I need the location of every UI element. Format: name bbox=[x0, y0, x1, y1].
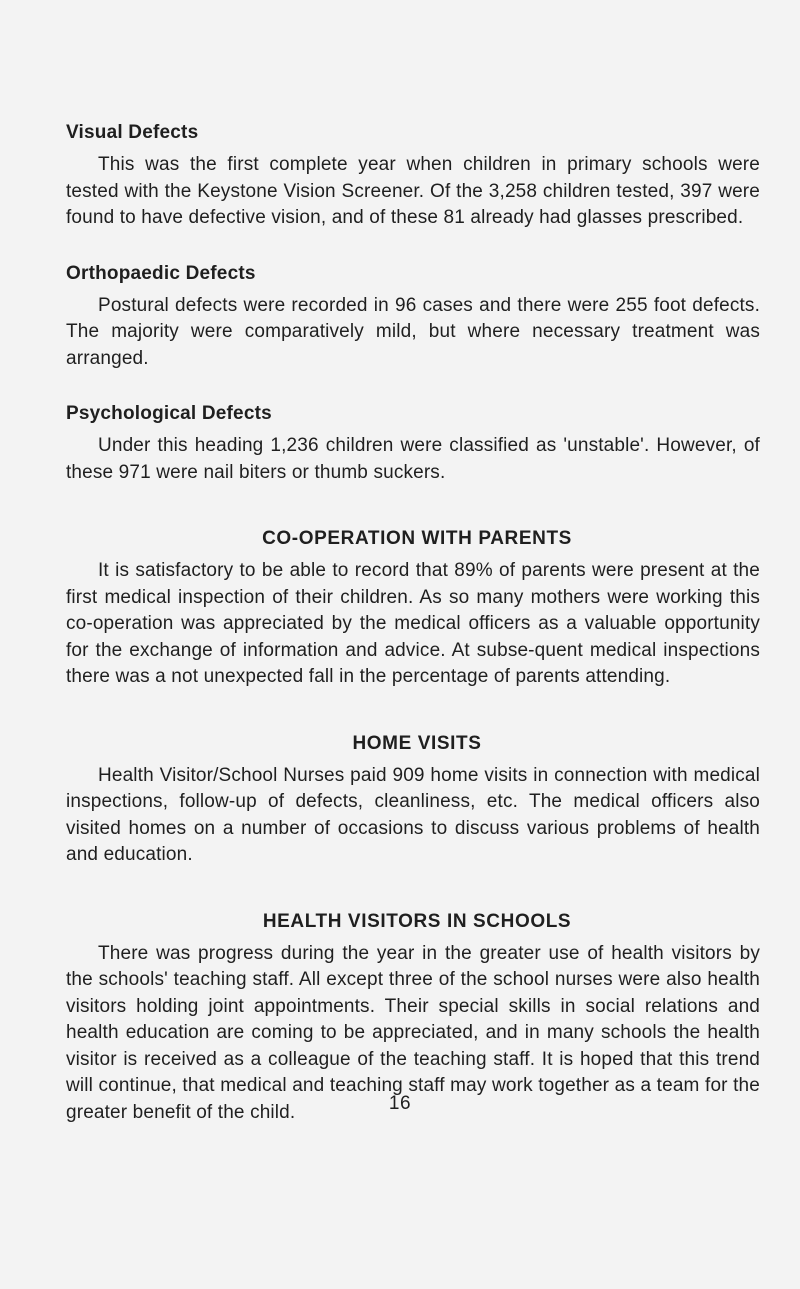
health-visitors-paragraph: There was progress during the year in the greater use of health visitors by the schools' teaching staff. All except three of the school nurses were also health visitors holding joint appointments. Their special skills in social relations and health education are coming to be appreciated, and in many schools the health visitor is received as a colleague of the teaching staff. It is hoped that this trend will continue, that medical and teaching staff may work together as a team for the greater benefit of the child. bbox=[66, 942, 760, 1123]
psychological-defects-paragraph: Under this heading 1,236 children were classified as 'unstable'. However, of these 971 were nail biters or thumb suckers. bbox=[66, 435, 760, 483]
health-visitors-heading: HEALTH VISITORS IN SCHOOLS bbox=[262, 910, 572, 932]
page-number: 16 bbox=[388, 1093, 412, 1114]
document-page bbox=[66, 118, 760, 1126]
orthopaedic-defects-paragraph: Postural defects were recorded in 96 cases and there were 255 foot defects. The majority were comparatively mild, but where necessary treatment was arranged. bbox=[66, 294, 760, 369]
visual-defects-heading: Visual Defects bbox=[66, 122, 199, 143]
cooperation-paragraph: It is satisfactory to be able to record that 89% of parents were present at the first medical inspection of their children. As so many mothers were working this co-operation was appreciated by the medical officers as a valuable opportunity for the exchange of information and advice. At subse-quent medical inspections there was a not unexpected fall in the percentage of parents attending. bbox=[66, 560, 760, 687]
cooperation-heading: CO-OPERATION WITH PARENTS bbox=[262, 528, 572, 549]
psychological-defects-heading: Psychological Defects bbox=[66, 403, 272, 424]
visual-defects-paragraph: This was the first complete year when children in primary schools were tested with the Keystone Vision Screener. Of the 3,258 children tested, 397 were found to have defective vision, and of these 81 already had glasses prescribed. bbox=[66, 154, 760, 228]
orthopaedic-defects-heading: Orthopaedic Defects bbox=[66, 262, 256, 284]
home-visits-paragraph: Health Visitor/School Nurses paid 909 home visits in connection with medical inspections, follow-up of defects, cleanliness, etc. The medical officers also visited homes on a number of occasions to discuss various problems of health and education. bbox=[66, 764, 760, 865]
home-visits-heading: HOME VISITS bbox=[352, 732, 482, 754]
